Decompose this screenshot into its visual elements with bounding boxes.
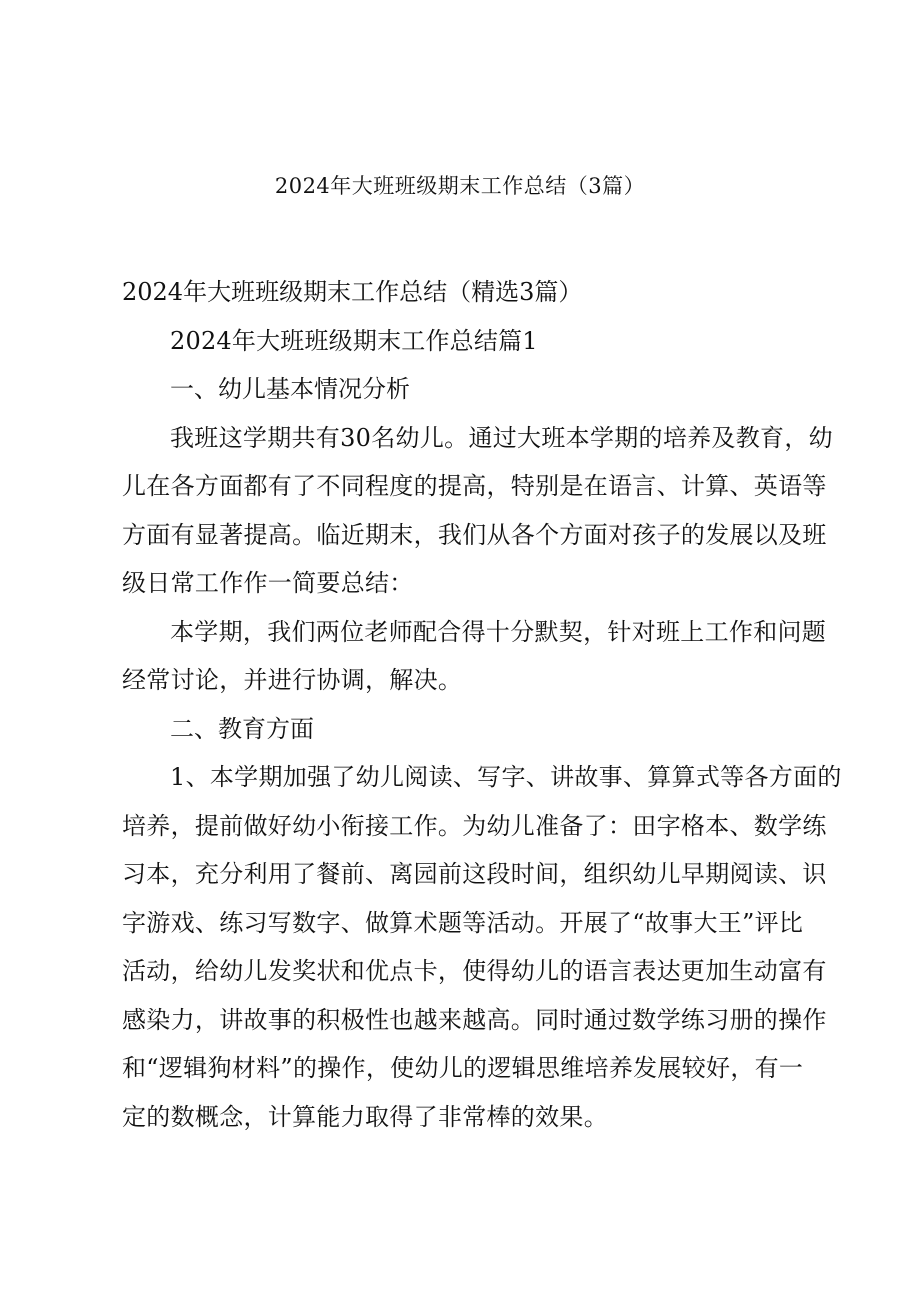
paragraph-line: 本学期，我们两位老师配合得十分默契，针对班上工作和问题 xyxy=(170,617,827,646)
paragraph-line: 定的数概念，计算能力取得了非常棒的效果。 xyxy=(122,1102,608,1131)
paragraph-line: 级日常工作作一简要总结： xyxy=(122,569,414,597)
paragraph-3 xyxy=(122,753,842,1141)
paragraph-line: 儿在各方面都有了不同程度的提高，特别是在语言、计算、英语等 xyxy=(122,472,827,500)
paragraph-line: 培养，提前做好幼小衔接工作。为幼儿准备了：田字格本、数学练 xyxy=(122,811,827,840)
paragraph-2 xyxy=(122,608,827,705)
document-title: 2024年大班班级期末工作总结（3篇） xyxy=(274,174,646,198)
paragraph-line: 字游戏、练习写数字、做算术题等活动。开展了“故事大王”评比 xyxy=(122,908,804,937)
paragraph-line: 活动，给幼儿发奖状和优点卡，使得幼儿的语言表达更加生动富有 xyxy=(122,957,827,985)
paragraph-line: 经常讨论，并进行协调，解决。 xyxy=(122,666,463,694)
paragraph-1 xyxy=(122,414,833,608)
section-heading-1: 一、幼儿基本情况分析 xyxy=(170,375,410,403)
paragraph-line: 和“逻辑狗材料”的操作，使幼儿的逻辑思维培养发展较好，有一 xyxy=(122,1054,804,1082)
document-subtitle: 2024年大班班级期末工作总结（精选3篇） xyxy=(122,278,583,306)
paragraph-line: 我班这学期共有30名幼儿。通过大班本学期的培养及教育，幼 xyxy=(170,423,833,452)
article-title: 2024年大班班级期末工作总结篇1 xyxy=(170,326,538,355)
paragraph-line: 感染力，讲故事的积极性也越来越高。同时通过数学练习册的操作 xyxy=(122,1005,827,1034)
paragraph-line: 方面有显著提高。临近期末，我们从各个方面对孩子的发展以及班 xyxy=(122,520,827,549)
paragraph-line: 1、本学期加强了幼儿阅读、写字、讲故事、算算式等各方面的 xyxy=(170,763,842,791)
document-body xyxy=(122,268,842,1141)
paragraph-line: 习本，充分利用了餐前、离园前这段时间，组织幼儿早期阅读、识 xyxy=(122,860,827,888)
section-heading-2: 二、教育方面 xyxy=(170,714,314,743)
